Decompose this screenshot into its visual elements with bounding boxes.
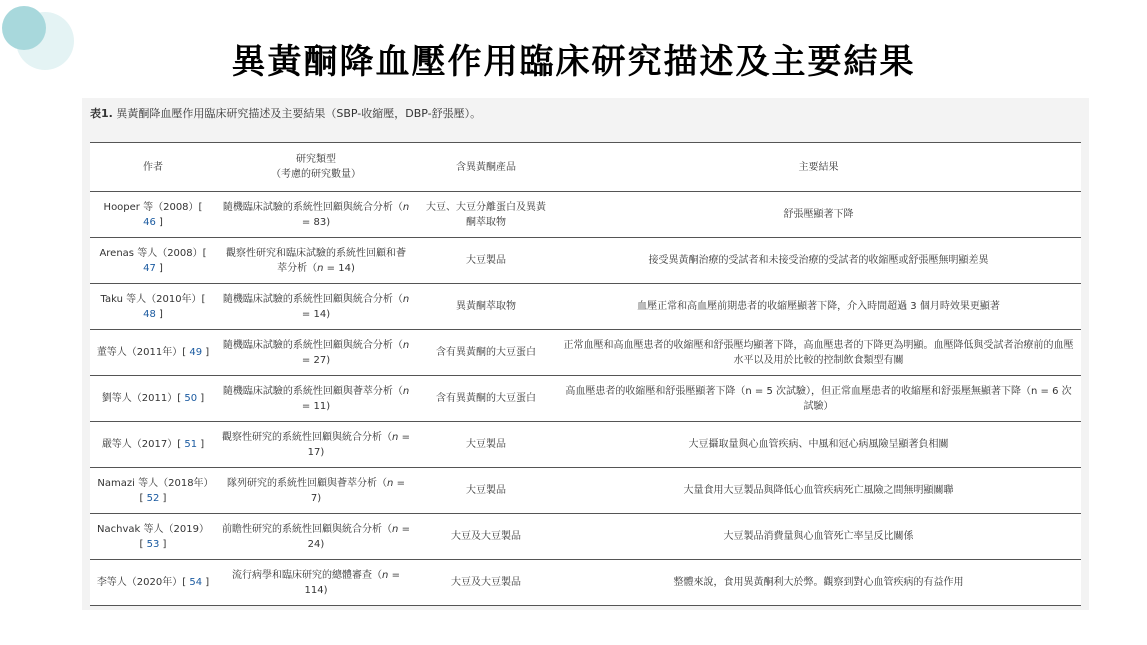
reference-link[interactable]: 48: [143, 308, 156, 320]
cell-author: [90, 376, 216, 422]
cell-author: [90, 514, 216, 560]
cell-author: [90, 468, 216, 514]
author-text: Hooper 等（2008）[: [103, 201, 203, 213]
study-type-text: 隨機臨床試驗的系統性回顧與統合分析（: [222, 293, 403, 305]
cell-result: 高血壓患者的收縮壓和舒張壓顯著下降（n = 5 次試驗），但正常血壓患者的收縮壓和舒張壓無顯著下降（n = 6 次試驗）: [556, 376, 1081, 422]
study-count: = 83): [301, 216, 331, 228]
table-row: [90, 330, 1081, 376]
study-type-text: 流行病學和臨床研究的總體審查（: [232, 569, 383, 581]
header-author: 作者: [90, 143, 216, 192]
table-panel: [82, 98, 1089, 610]
table-row: [90, 468, 1081, 514]
study-type-text: 觀察性研究的系統性回顧與統合分析（: [222, 431, 393, 443]
author-bracket: ]: [159, 538, 167, 550]
cell-study-type: [216, 330, 416, 376]
cell-result: 大量食用大豆製品與降低心血管疾病死亡風險之間無明顯關聯: [556, 468, 1081, 514]
cell-product: 大豆、大豆分離蛋白及異黃酮萃取物: [416, 192, 556, 238]
cell-product: 大豆及大豆製品: [416, 560, 556, 606]
header-study-type-label: 研究類型: [296, 154, 336, 165]
cell-author: [90, 238, 216, 284]
study-count: = 17): [307, 431, 410, 458]
table-row: [90, 422, 1081, 468]
study-count: = 14): [301, 308, 331, 320]
study-type-text: 隨機臨床試驗的系統性回顧與統合分析（: [222, 339, 403, 351]
cell-product: 大豆製品: [416, 468, 556, 514]
reference-link[interactable]: 49: [189, 347, 203, 358]
reference-link[interactable]: 53: [146, 538, 160, 550]
author-bracket: ]: [155, 262, 163, 274]
author-text: Nachvak 等人（2019）[: [97, 523, 209, 550]
table-caption: [90, 105, 481, 121]
author-text: Namazi 等人（2018年）[: [97, 477, 209, 504]
cell-product: 大豆製品: [416, 422, 556, 468]
study-count: = 114): [304, 569, 400, 596]
cell-study-type: [216, 514, 416, 560]
header-result: 主要結果: [556, 143, 1081, 192]
caption-text: 異黃酮降血壓作用臨床研究描述及主要結果（SBP-收縮壓，DBP-舒張壓）。: [112, 107, 482, 120]
study-type-text: 前瞻性研究的系統性回顧與統合分析（: [222, 523, 393, 535]
cell-study-type: [216, 192, 416, 238]
author-text: 劉等人（2011）[: [101, 393, 185, 404]
cell-result: 正常血壓和高血壓患者的收縮壓和舒張壓均顯著下降，高血壓患者的下降更為明顯。血壓降低與受試者治療前的血壓水平以及用於比較的控制飲食類型有關: [556, 330, 1081, 376]
study-type-text: 隨機臨床試驗的系統性回顧與薈萃分析（: [222, 385, 403, 397]
cell-result: 大豆製品消費量與心血管死亡率呈反比關係: [556, 514, 1081, 560]
n-symbol: n: [402, 293, 410, 305]
author-text: Arenas 等人（2008）[: [99, 247, 207, 259]
author-text: Taku 等人（2010年）[: [100, 293, 206, 305]
n-symbol: n: [382, 569, 389, 581]
study-count: = 14): [323, 262, 355, 274]
cell-study-type: [216, 468, 416, 514]
cell-study-type: [216, 376, 416, 422]
study-count: = 11): [301, 400, 331, 412]
author-bracket: ]: [197, 439, 205, 450]
table-row: [90, 192, 1081, 238]
author-bracket: ]: [155, 216, 163, 228]
cell-author: [90, 284, 216, 330]
n-symbol: n: [392, 431, 399, 443]
cell-product: 大豆製品: [416, 238, 556, 284]
cell-study-type: [216, 560, 416, 606]
cell-study-type: [216, 284, 416, 330]
reference-link[interactable]: 50: [184, 393, 198, 404]
cell-author: [90, 560, 216, 606]
cell-author: [90, 422, 216, 468]
cell-study-type: [216, 422, 416, 468]
n-symbol: n: [402, 201, 410, 213]
author-text: 李等人（2020年）[: [96, 577, 190, 588]
author-bracket: ]: [155, 308, 163, 320]
cell-product: 異黃酮萃取物: [416, 284, 556, 330]
results-table: [90, 142, 1081, 606]
cell-result: 接受異黃酮治療的受試者和未接受治療的受試者的收縮壓或舒張壓無明顯差異: [556, 238, 1081, 284]
table-header-row: [90, 143, 1081, 192]
cell-result: 舒張壓顯著下降: [556, 192, 1081, 238]
reference-link[interactable]: 52: [146, 492, 160, 504]
study-type-text: 隨機臨床試驗的系統性回顧與統合分析（: [222, 201, 403, 213]
n-symbol: n: [392, 523, 399, 535]
caption-label: 表1.: [90, 107, 113, 120]
table-row: [90, 560, 1081, 606]
author-text: 董等人（2011年）[: [96, 347, 190, 358]
cell-study-type: [216, 238, 416, 284]
reference-link[interactable]: 54: [189, 577, 203, 588]
n-symbol: n: [387, 477, 394, 489]
header-product: 含異黃酮產品: [416, 143, 556, 192]
reference-link[interactable]: 46: [143, 216, 156, 228]
cell-result: 大豆攝取量與心血管疾病、中風和冠心病風險呈顯著負相關: [556, 422, 1081, 468]
reference-link[interactable]: 51: [184, 439, 198, 450]
study-type-text: 隊列研究的系統性回顧與薈萃分析（: [227, 477, 388, 489]
table-row: [90, 376, 1081, 422]
author-bracket: ]: [202, 347, 210, 358]
study-count: = 27): [301, 354, 331, 366]
cell-product: 含有異黃酮的大豆蛋白: [416, 376, 556, 422]
author-bracket: ]: [159, 492, 167, 504]
slide-title: 異黃酮降血壓作用臨床研究描述及主要結果: [231, 42, 916, 82]
study-count: = 24): [307, 523, 410, 550]
cell-author: [90, 330, 216, 376]
cell-product: 大豆及大豆製品: [416, 514, 556, 560]
n-symbol: n: [402, 385, 410, 397]
author-bracket: ]: [197, 393, 205, 404]
study-count: = 7): [310, 477, 405, 504]
cell-result: 整體來說，食用異黃酮利大於弊。觀察到對心血管疾病的有益作用: [556, 560, 1081, 606]
n-symbol: n: [402, 339, 410, 351]
cell-result: 血壓正常和高血壓前期患者的收縮壓顯著下降，介入時間超過 3 個月時效果更顯著: [556, 284, 1081, 330]
header-study-type-sub: （考慮的研究數量）: [271, 169, 361, 180]
header-study-type: [216, 143, 416, 192]
author-text: 嚴等人（2017）[: [101, 439, 185, 450]
cell-product: 含有異黃酮的大豆蛋白: [416, 330, 556, 376]
table-row: [90, 284, 1081, 330]
author-bracket: ]: [202, 577, 210, 588]
cell-author: [90, 192, 216, 238]
study-type-text: 觀察性研究和臨床試驗的系統性回顧和薈萃分析（: [226, 247, 406, 274]
n-symbol: n: [317, 262, 324, 274]
reference-link[interactable]: 47: [143, 262, 156, 274]
table-row: [90, 238, 1081, 284]
table-row: [90, 514, 1081, 560]
